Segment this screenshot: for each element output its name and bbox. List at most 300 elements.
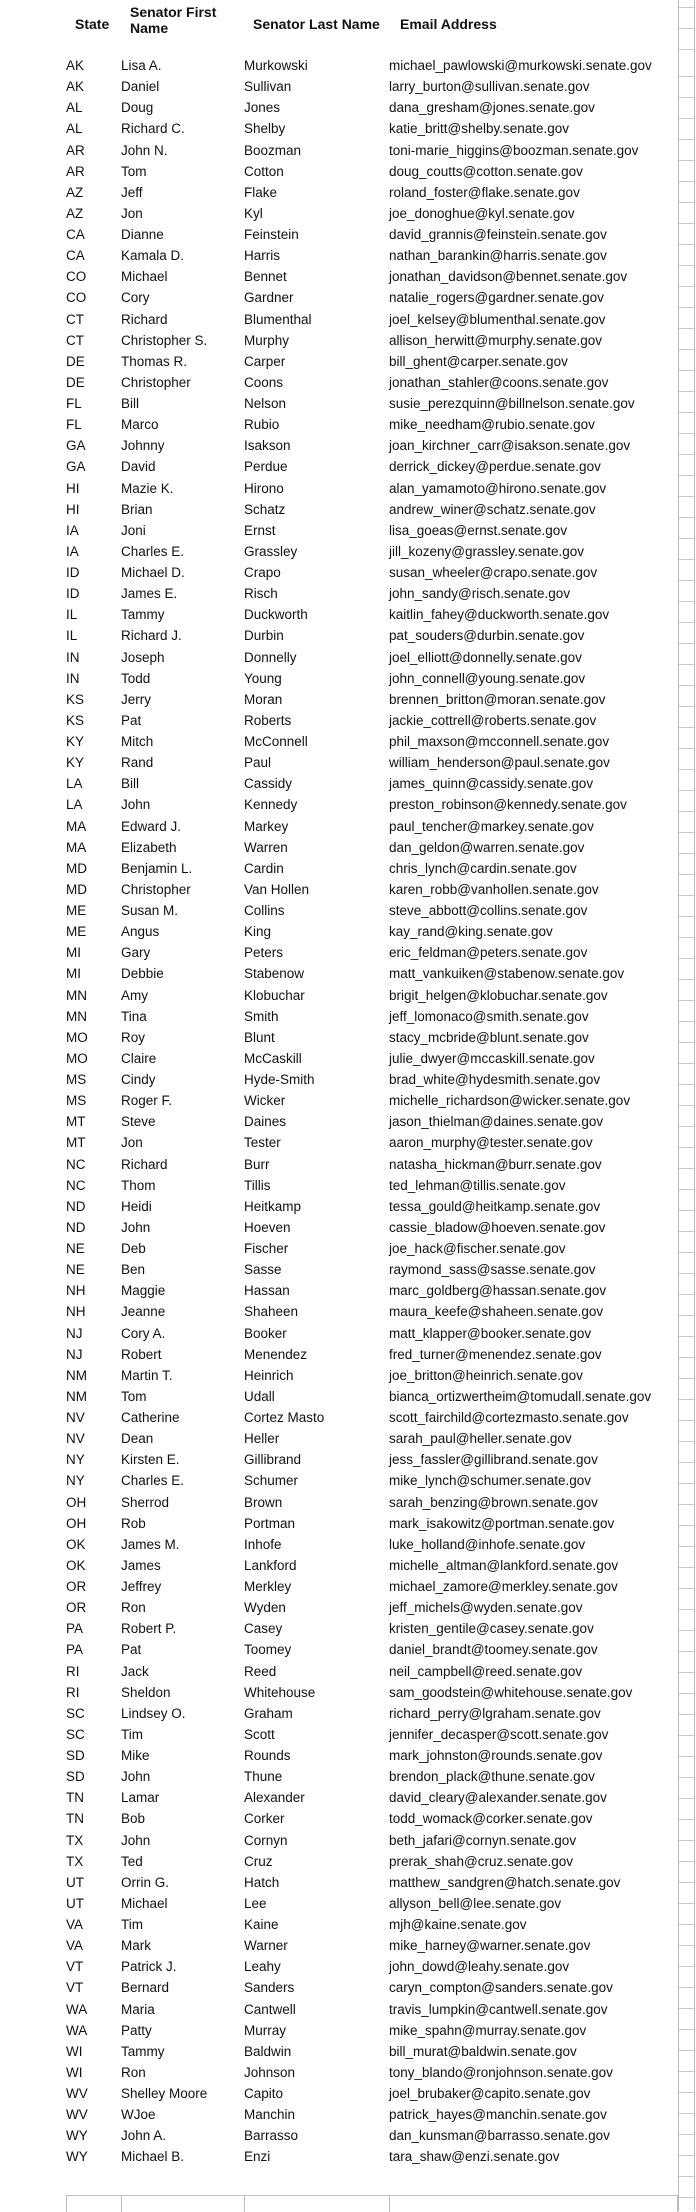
email-cell: natalie_rogers@gardner.senate.gov: [389, 290, 604, 306]
email-cell: matthew_sandgren@hatch.senate.gov: [389, 1874, 621, 1890]
table-row: [0, 351, 678, 372]
state-cell: OR: [66, 1600, 87, 1616]
table-row: [0, 1470, 678, 1491]
last-name-cell: Tester: [244, 1135, 281, 1151]
table-row: [0, 2062, 678, 2083]
last-name-cell: Heller: [244, 1431, 280, 1447]
last-name-cell: Whitehouse: [244, 1684, 316, 1700]
last-name-cell: Rubio: [244, 417, 280, 433]
state-cell: ND: [66, 1198, 86, 1214]
table-row: [0, 1069, 678, 1090]
state-cell: VA: [66, 1938, 84, 1954]
state-cell: RI: [66, 1663, 80, 1679]
state-cell: WY: [66, 2149, 88, 2165]
email-cell: cassie_bladow@hoeven.senate.gov: [389, 1219, 606, 1235]
last-name-cell: Durbin: [244, 628, 284, 644]
email-cell: joel_elliott@donnelly.senate.gov: [389, 649, 582, 665]
table-row: [0, 942, 678, 963]
header-email: Email Address: [400, 16, 497, 32]
email-cell: beth_jafari@cornyn.senate.gov: [389, 1832, 577, 1848]
last-name-cell: Murphy: [244, 332, 290, 348]
state-cell: WY: [66, 2128, 88, 2144]
table-row: [0, 478, 678, 499]
table-row: [0, 562, 678, 583]
email-cell: jennifer_decasper@scott.senate.gov: [389, 1726, 609, 1742]
state-cell: ME: [66, 903, 87, 918]
table-row: [0, 1027, 678, 1048]
first-name-cell: Richard: [121, 311, 168, 327]
state-cell: MN: [66, 1008, 87, 1024]
state-cell: KS: [66, 691, 85, 707]
state-cell: AK: [66, 79, 85, 95]
first-name-cell: Kamala D.: [121, 248, 185, 264]
first-name-cell: Jerry: [121, 691, 151, 707]
header-first-name: [130, 4, 240, 36]
table-row: [0, 97, 678, 118]
last-name-cell: Kaine: [244, 1917, 279, 1932]
state-cell: IA: [66, 522, 79, 538]
email-cell: sarah_paul@heller.senate.gov: [389, 1431, 572, 1447]
state-cell: ID: [66, 586, 80, 602]
last-name-cell: Peters: [244, 945, 284, 961]
table-row: [0, 1175, 678, 1196]
first-name-cell: James E.: [121, 586, 178, 602]
email-cell: allyson_bell@lee.senate.gov: [389, 1895, 562, 1911]
email-cell: pat_souders@durbin.senate.gov: [389, 628, 585, 644]
email-cell: michael_zamore@merkley.senate.gov: [389, 1579, 618, 1594]
table-row: [0, 499, 678, 520]
table-row: [0, 1386, 678, 1407]
table-row: [0, 1893, 678, 1914]
state-cell: VA: [66, 1917, 84, 1932]
email-cell: dan_geldon@warren.senate.gov: [389, 839, 585, 855]
grid-line: [66, 2196, 67, 2212]
table-row: [0, 1682, 678, 1703]
last-name-cell: Gillibrand: [244, 1452, 302, 1468]
first-name-cell: Susan M.: [121, 903, 179, 918]
state-cell: SC: [66, 1705, 85, 1721]
state-cell: MT: [66, 1135, 86, 1151]
last-name-cell: Harris: [244, 248, 280, 264]
state-cell: MD: [66, 860, 87, 876]
first-name-cell: Sherrod: [121, 1494, 170, 1510]
table-row: [0, 1597, 678, 1618]
email-cell: roland_foster@flake.senate.gov: [389, 184, 580, 200]
last-name-cell: McCaskill: [244, 1050, 302, 1066]
email-cell: alan_yamamoto@hirono.senate.gov: [389, 480, 607, 496]
first-name-cell: James M.: [121, 1536, 180, 1552]
first-name-cell: Benjamin L.: [121, 860, 193, 876]
last-name-cell: Stabenow: [244, 966, 305, 982]
last-name-cell: Manchin: [244, 2107, 296, 2123]
state-cell: NE: [66, 1262, 85, 1278]
first-name-cell: Christopher S.: [121, 332, 208, 348]
table-row: [0, 1048, 678, 1069]
email-cell: mark_isakowitz@portman.senate.gov: [389, 1515, 615, 1531]
table-row: [0, 1111, 678, 1132]
state-cell: MI: [66, 945, 81, 961]
last-name-cell: Kennedy: [244, 797, 298, 813]
last-name-cell: Boozman: [244, 142, 302, 158]
first-name-cell: Debbie: [121, 966, 164, 982]
last-name-cell: Toomey: [244, 1642, 292, 1658]
state-cell: WV: [66, 2107, 88, 2123]
last-name-cell: Perdue: [244, 459, 288, 475]
first-name-cell: Todd: [121, 670, 151, 686]
state-cell: PA: [66, 1621, 84, 1637]
table-row: [0, 2083, 678, 2104]
first-name-cell: Amy: [121, 987, 148, 1003]
email-cell: julie_dwyer@mccaskill.senate.gov: [389, 1050, 595, 1066]
last-name-cell: Hassan: [244, 1283, 290, 1299]
last-name-cell: Gardner: [244, 290, 294, 306]
email-cell: neil_campbell@reed.senate.gov: [389, 1663, 583, 1679]
state-cell: NV: [66, 1431, 85, 1447]
table-row: [0, 287, 678, 308]
state-cell: TX: [66, 1853, 84, 1869]
email-cell: joel_kelsey@blumenthal.senate.gov: [389, 311, 606, 327]
first-name-cell: Pat: [121, 712, 142, 728]
last-name-cell: Hatch: [244, 1874, 280, 1890]
header-first-name-line1: Senator First: [130, 4, 217, 20]
state-cell: WA: [66, 2001, 88, 2017]
email-cell: karen_robb@vanhollen.senate.gov: [389, 881, 599, 897]
table-row: [0, 1407, 678, 1428]
table-row: [0, 2041, 678, 2062]
email-cell: michelle_altman@lankford.senate.gov: [389, 1557, 619, 1573]
email-cell: phil_maxson@mcconnell.senate.gov: [389, 734, 610, 749]
last-name-cell: Booker: [244, 1325, 287, 1341]
last-name-cell: Tillis: [244, 1177, 271, 1193]
first-name-cell: Patrick J.: [121, 1959, 177, 1975]
state-cell: AL: [66, 100, 83, 116]
last-name-cell: Scott: [244, 1726, 275, 1742]
email-cell: tara_shaw@enzi.senate.gov: [389, 2149, 560, 2165]
email-cell: caryn_compton@sanders.senate.gov: [389, 1980, 613, 1996]
last-name-cell: Moran: [244, 691, 283, 707]
first-name-cell: Daniel: [121, 79, 160, 95]
email-cell: michael_pawlowski@murkowski.senate.gov: [389, 58, 652, 73]
first-name-cell: Jeanne: [121, 1304, 166, 1320]
first-name-cell: Jeffrey: [121, 1579, 162, 1594]
last-name-cell: Hyde-Smith: [244, 1072, 315, 1087]
email-cell: joan_kirchner_carr@isakson.senate.gov: [389, 438, 631, 454]
table-row: [0, 1724, 678, 1745]
first-name-cell: Rand: [121, 755, 154, 771]
first-name-cell: Tammy: [121, 2043, 165, 2059]
table-row: [0, 1618, 678, 1639]
last-name-cell: Smith: [244, 1008, 279, 1024]
first-name-cell: Roger F.: [121, 1093, 173, 1109]
email-cell: david_cleary@alexander.senate.gov: [389, 1790, 607, 1806]
first-name-cell: Brian: [121, 501, 153, 517]
table-row: [0, 1576, 678, 1597]
table-row: [0, 1661, 678, 1682]
table-row: [0, 1808, 678, 1829]
first-name-cell: Lindsey O.: [121, 1705, 186, 1721]
table-row: [0, 266, 678, 287]
last-name-cell: Donnelly: [244, 649, 297, 665]
state-cell: DE: [66, 374, 85, 390]
first-name-cell: Cory: [121, 290, 150, 306]
last-name-cell: Grassley: [244, 543, 298, 559]
last-name-cell: Blunt: [244, 1029, 275, 1045]
state-cell: NM: [66, 1388, 87, 1404]
state-cell: NY: [66, 1452, 85, 1468]
table-row: [0, 456, 678, 477]
last-name-cell: Capito: [244, 2086, 284, 2101]
first-name-cell: Mitch: [121, 734, 154, 749]
first-name-cell: Pat: [121, 1642, 142, 1658]
email-cell: mike_spahn@murray.senate.gov: [389, 2022, 587, 2038]
table-row: [0, 1555, 678, 1576]
email-cell: natasha_hickman@burr.senate.gov: [389, 1156, 602, 1172]
first-name-cell: Christopher: [121, 881, 191, 897]
state-cell: SC: [66, 1726, 85, 1742]
state-cell: MI: [66, 966, 81, 982]
email-cell: tony_blando@ronjohnson.senate.gov: [389, 2064, 613, 2080]
email-cell: paul_tencher@markey.senate.gov: [389, 818, 594, 834]
last-name-cell: Graham: [244, 1705, 293, 1721]
first-name-cell: Steve: [121, 1114, 156, 1130]
first-name-cell: Tom: [121, 1388, 147, 1404]
table-row: [0, 1259, 678, 1280]
grid-line: [389, 2196, 390, 2212]
last-name-cell: Nelson: [244, 396, 287, 411]
first-name-cell: Deb: [121, 1241, 146, 1256]
email-cell: mjh@kaine.senate.gov: [389, 1917, 527, 1932]
last-name-cell: Murray: [244, 2022, 287, 2038]
state-cell: CO: [66, 290, 87, 306]
email-cell: john_sandy@risch.senate.gov: [389, 586, 571, 602]
table-row: [0, 2125, 678, 2146]
table-row: [0, 752, 678, 773]
last-name-cell: Warner: [244, 1938, 288, 1954]
first-name-cell: Robert: [121, 1346, 162, 1362]
first-name-cell: Bob: [121, 1811, 146, 1827]
table-row: [0, 1365, 678, 1386]
first-name-cell: Ben: [121, 1262, 146, 1278]
spreadsheet-grid-column: [678, 0, 695, 2211]
last-name-cell: Rounds: [244, 1748, 291, 1763]
first-name-cell: Maggie: [121, 1283, 166, 1299]
table-row: [0, 1639, 678, 1660]
email-cell: jonathan_stahler@coons.senate.gov: [389, 374, 609, 390]
last-name-cell: Bennet: [244, 269, 287, 285]
email-cell: daniel_brandt@toomey.senate.gov: [389, 1642, 598, 1658]
email-cell: matt_klapper@booker.senate.gov: [389, 1325, 592, 1341]
last-name-cell: Schatz: [244, 501, 286, 517]
last-name-cell: Collins: [244, 903, 285, 918]
email-cell: toni-marie_higgins@boozman.senate.gov: [389, 142, 639, 158]
state-cell: NY: [66, 1473, 85, 1489]
state-cell: MD: [66, 881, 87, 897]
first-name-cell: Tom: [121, 163, 147, 179]
first-name-cell: Elizabeth: [121, 839, 177, 855]
last-name-cell: Carper: [244, 353, 286, 369]
last-name-cell: Ernst: [244, 522, 276, 538]
first-name-cell: Charles E.: [121, 1473, 185, 1489]
first-name-cell: Tammy: [121, 607, 165, 623]
last-name-cell: Coons: [244, 374, 284, 390]
email-cell: jeff_michels@wyden.senate.gov: [389, 1600, 583, 1616]
table-row: [0, 1851, 678, 1872]
state-cell: NH: [66, 1283, 86, 1299]
table-row: [0, 837, 678, 858]
table-row: [0, 668, 678, 689]
table-row: [0, 773, 678, 794]
table-row: [0, 1745, 678, 1766]
last-name-cell: Cortez Masto: [244, 1410, 325, 1425]
last-name-cell: Feinstein: [244, 227, 299, 242]
first-name-cell: Roy: [121, 1029, 146, 1045]
table-row: [0, 858, 678, 879]
table-row: [0, 140, 678, 161]
email-cell: john_dowd@leahy.senate.gov: [389, 1959, 570, 1975]
state-cell: ME: [66, 924, 87, 940]
state-cell: OK: [66, 1557, 86, 1573]
last-name-cell: Murkowski: [244, 58, 308, 73]
state-cell: PA: [66, 1642, 84, 1658]
email-cell: tessa_gould@heitkamp.senate.gov: [389, 1198, 601, 1214]
last-name-cell: Crapo: [244, 565, 281, 580]
last-name-cell: Heinrich: [244, 1367, 294, 1383]
first-name-cell: Doug: [121, 100, 154, 116]
table-row: [0, 372, 678, 393]
state-cell: TN: [66, 1811, 84, 1827]
first-name-cell: Tina: [121, 1008, 147, 1024]
last-name-cell: Portman: [244, 1515, 296, 1531]
state-cell: NE: [66, 1241, 85, 1256]
last-name-cell: Markey: [244, 818, 289, 834]
email-cell: brad_white@hydesmith.senate.gov: [389, 1072, 601, 1087]
last-name-cell: Merkley: [244, 1579, 292, 1594]
last-name-cell: Young: [244, 670, 282, 686]
email-cell: susan_wheeler@crapo.senate.gov: [389, 565, 598, 580]
state-cell: NH: [66, 1304, 86, 1320]
table-row: [0, 900, 678, 921]
email-cell: william_henderson@paul.senate.gov: [389, 755, 610, 771]
first-name-cell: Thom: [121, 1177, 156, 1193]
email-cell: chris_lynch@cardin.senate.gov: [389, 860, 577, 876]
state-cell: UT: [66, 1895, 84, 1911]
email-cell: brendon_plack@thune.senate.gov: [389, 1769, 595, 1785]
state-cell: NJ: [66, 1346, 83, 1362]
state-cell: UT: [66, 1874, 84, 1890]
email-cell: susie_perezquinn@billnelson.senate.gov: [389, 396, 635, 411]
table-row: [0, 1914, 678, 1935]
state-cell: GA: [66, 438, 86, 454]
table-row: [0, 1344, 678, 1365]
table-row: [0, 1449, 678, 1470]
last-name-cell: Cotton: [244, 163, 284, 179]
state-cell: CA: [66, 248, 85, 264]
first-name-cell: James: [121, 1557, 161, 1573]
table-row: [0, 647, 678, 668]
first-name-cell: Richard C.: [121, 121, 185, 137]
first-name-cell: Catherine: [121, 1410, 180, 1425]
table-row: [0, 1428, 678, 1449]
state-cell: SD: [66, 1748, 85, 1763]
state-cell: AR: [66, 142, 85, 158]
grid-line: [121, 2196, 122, 2212]
email-cell: jackie_cottrell@roberts.senate.gov: [389, 712, 597, 728]
table-row: [0, 2146, 678, 2167]
last-name-cell: Fischer: [244, 1241, 289, 1256]
last-name-cell: Johnson: [244, 2064, 296, 2080]
email-cell: joel_brubaker@capito.senate.gov: [389, 2086, 591, 2101]
state-cell: CT: [66, 311, 84, 327]
first-name-cell: Patty: [121, 2022, 152, 2038]
last-name-cell: Cassidy: [244, 776, 293, 792]
state-cell: OK: [66, 1536, 86, 1552]
state-cell: MS: [66, 1093, 87, 1109]
first-name-cell: Dean: [121, 1431, 154, 1447]
last-name-cell: Hoeven: [244, 1219, 291, 1235]
last-name-cell: Cardin: [244, 860, 284, 876]
state-cell: TN: [66, 1790, 84, 1806]
first-name-cell: Thomas R.: [121, 353, 188, 369]
state-cell: AR: [66, 163, 85, 179]
last-name-cell: McConnell: [244, 734, 308, 749]
state-cell: ND: [66, 1219, 86, 1235]
first-name-cell: John N.: [121, 142, 168, 158]
last-name-cell: Klobuchar: [244, 987, 305, 1003]
state-cell: CO: [66, 269, 87, 285]
first-name-cell: Cindy: [121, 1072, 156, 1087]
last-name-cell: Van Hollen: [244, 881, 310, 897]
table-row: [0, 921, 678, 942]
email-cell: david_grannis@feinstein.senate.gov: [389, 227, 607, 242]
email-cell: luke_holland@inhofe.senate.gov: [389, 1536, 586, 1552]
state-cell: MN: [66, 987, 87, 1003]
email-cell: eric_feldman@peters.senate.gov: [389, 945, 588, 961]
email-cell: stacy_mcbride@blunt.senate.gov: [389, 1029, 589, 1045]
first-name-cell: Johnny: [121, 438, 165, 454]
state-cell: NJ: [66, 1325, 83, 1341]
email-cell: dan_kunsman@barrasso.senate.gov: [389, 2128, 610, 2144]
state-cell: AK: [66, 58, 85, 73]
state-cell: IA: [66, 543, 79, 559]
last-name-cell: King: [244, 924, 272, 940]
state-cell: WI: [66, 2043, 83, 2059]
email-cell: mark_johnston@rounds.senate.gov: [389, 1748, 603, 1763]
state-cell: IN: [66, 670, 80, 686]
state-cell: CA: [66, 227, 85, 242]
email-cell: mike_lynch@schumer.senate.gov: [389, 1473, 592, 1489]
last-name-cell: Daines: [244, 1114, 287, 1130]
table-row: [0, 1154, 678, 1175]
table-row: [0, 794, 678, 815]
first-name-cell: Ted: [121, 1853, 143, 1869]
last-name-cell: Lankford: [244, 1557, 297, 1573]
first-name-cell: Michael D.: [121, 565, 185, 580]
state-cell: OR: [66, 1579, 87, 1594]
first-name-cell: Joseph: [121, 649, 165, 665]
email-cell: dana_gresham@jones.senate.gov: [389, 100, 595, 116]
first-name-cell: Joni: [121, 522, 146, 538]
state-cell: OH: [66, 1494, 87, 1510]
state-cell: TX: [66, 1832, 84, 1848]
table-row: [0, 1534, 678, 1555]
first-name-cell: John: [121, 1832, 151, 1848]
table-row: [0, 309, 678, 330]
last-name-cell: Wicker: [244, 1093, 286, 1109]
last-name-cell: Burr: [244, 1156, 270, 1172]
table-row: [0, 182, 678, 203]
last-name-cell: Flake: [244, 184, 278, 200]
first-name-cell: Bill: [121, 776, 140, 792]
